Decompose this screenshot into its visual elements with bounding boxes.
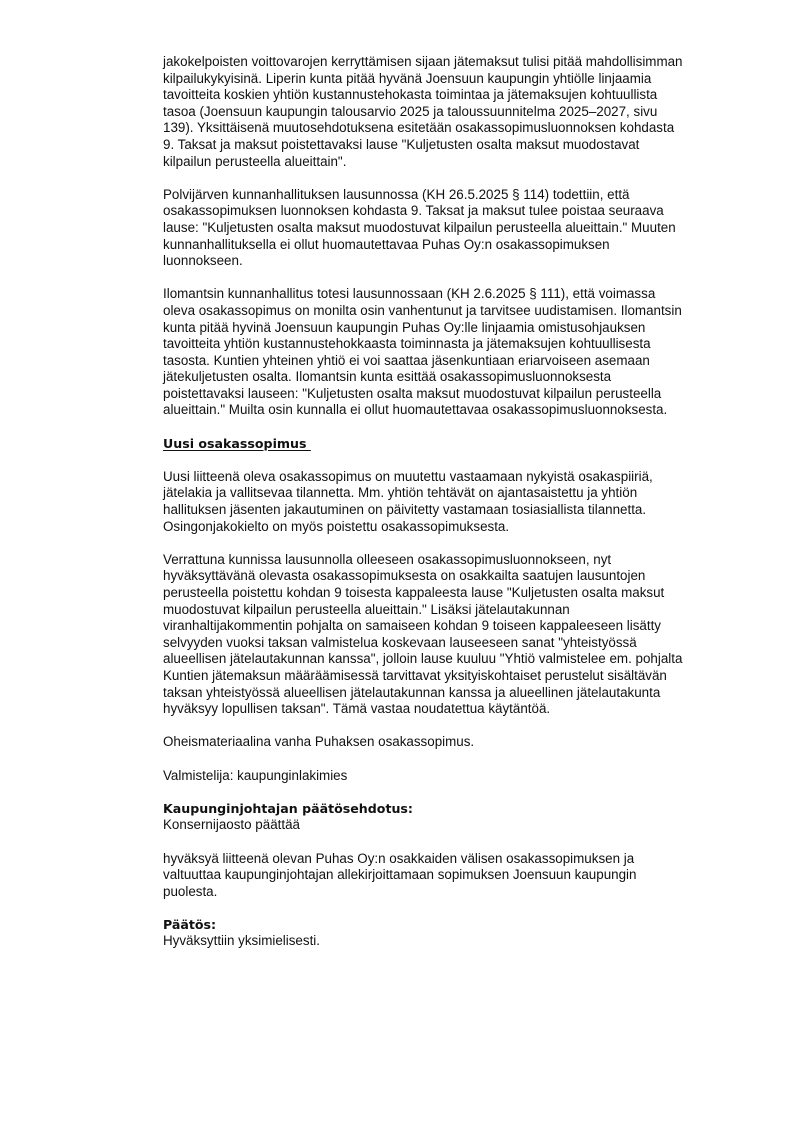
paragraph-gap bbox=[163, 270, 738, 287]
paragraph-liperi-statement: jakokelpoisten voittovarojen kerryttämisen sijaan jätemaksut tulisi pitää mahdollisimman kilpailukykyisinä. Liperin kunta pitää hyvänä Joensuun kaupungin yhtiölle linjaamia tavoitteita koskien yhtiön kustannustehokasta toimintaa ja jätemaksujen kohtuullista tasoa (Joensuun kaupungin talousarvio 2025 ja taloussuunnitelma 2025–2027, sivu 139). Yksittäisenä muutosehdotuksena esitetään osakassopimusluonnoksen kohdasta 9. Taksat ja maksut poistettavaksi lause "Kuljetusten osalta maksut muodostavat kilpailun perusteella alueittain". bbox=[163, 54, 683, 169]
paragraph-gap bbox=[163, 535, 738, 552]
paragraph-gap bbox=[163, 419, 738, 436]
paragraph-preparer: Valmistelija: kaupunginlakimies bbox=[163, 767, 348, 783]
paragraph-polvijarvi-statement: Polvijärven kunnanhallituksen lausunnossa (KH 26.5.2025 § 114) todettiin, että osakassopimuksen luonnoksen kohdasta 9. Taksat ja maksut tulee poistaa seuraava lause: "Kuljetusten osalta maksut muodostuvat kilpailun perusteella alueittain." Muuten kunnanhallituksella ei ollut huomautettavaa Puhas Oy:n osakassopimuksen luonnokseen. bbox=[163, 186, 676, 269]
paragraph-gap bbox=[163, 900, 738, 917]
paragraph-decision: Hyväksyttiin yksimielisesti. bbox=[163, 933, 320, 949]
paragraph-proposal-body: hyväksyä liitteenä olevan Puhas Oy:n osakkaiden välisen osakassopimuksen ja valtuuttaa kaupunginjohtajan allekirjoittamaan sopimuksen Joensuun kaupungin puolesta. bbox=[163, 850, 637, 899]
paragraph-gap bbox=[163, 834, 738, 851]
document-page bbox=[163, 54, 738, 950]
paragraph-comparison: Verrattuna kunnissa lausunnolla olleeseen osakassopimusluonnokseen, nyt hyväksyttävänä olevasta osakassopimuksesta on osakkailta saatujen lausuntojen perusteella poistettu kohdan 9 toisesta kappaleesta lause "Kuljetusten osalta maksut muodostuvat kilpailun perusteella alueittain." Lisäksi jätelautakunnan viranhaltijakommentin pohjalta on samaiseen kohdan 9 toiseen kappaleeseen lisätty selvyyden vuoksi taksan valmistelua koskevaan lauseeseen sanat "yhteistyössä alueellisen jätelautakunnan kanssa", jolloin lause kuuluu "Yhtiö valmistelee em. pohjalta Kuntien jätemaksun määräämisessä tarvittavat yksityiskohtaiset perustelut sisältävän taksan yhteistyössä alueellisen jätelautakunnan kanssa ja alueellinen jätelautakunta hyväksyy lopullisen taksan". Tämä vastaa noudatettua käytäntöä. bbox=[163, 551, 683, 717]
paragraph-supplementary-material: Oheismateriaalina vanha Puhaksen osakassopimus. bbox=[163, 734, 475, 750]
section-heading-new-agreement: Uusi osakassopimus bbox=[163, 435, 311, 451]
paragraph-proposal-intro: Konsernijaosto päättää bbox=[163, 817, 300, 833]
section-heading-proposal: Kaupunginjohtajan päätösehdotus: bbox=[163, 800, 413, 816]
paragraph-ilomantsi-statement: Ilomantsin kunnanhallitus totesi lausunnossaan (KH 2.6.2025 § 111), että voimassa oleva osakassopimus on monilta osin vanhentunut ja tarvitsee uudistamisen. Ilomantsin kunta pitää hyvinä Joensuun kaupungin Puhas Oy:lle linjaamia omistusohjauksen tavoitteita yhtiön kustannustehokkaasta toiminnasta ja jätemaksujen kohtuullisesta tasosta. Kuntien yhteinen yhtiö ei voi saattaa jäsenkuntiaan eriarvoiseen asemaan jätekuljetusten osalta. Ilomantsin kunta esittää osakassopimusluonnoksesta poistettavaksi lauseen: "Kuljetusten osalta maksut muodostuvat kilpailun perusteella alueittain." Muilta osin kunnalla ei ollut huomautettavaa osakassopimusluonnoksesta. bbox=[163, 286, 682, 418]
paragraph-gap bbox=[163, 784, 738, 801]
paragraph-new-agreement: Uusi liitteenä oleva osakassopimus on muutettu vastaamaan nykyistä osakaspiiriä, jätelakia ja vallitsevaa tilannetta. Mm. yhtiön tehtävät on ajantasaistettu ja yhtiön hallituksen jäsenten jakautuminen on päivitetty vastamaan tosiasiallista tilannetta. Osingonjakokielto on myös poistettu osakassopimuksesta. bbox=[163, 468, 653, 534]
section-heading-decision: Päätös: bbox=[163, 916, 217, 932]
paragraph-gap bbox=[163, 751, 738, 768]
paragraph-gap bbox=[163, 170, 738, 187]
paragraph-gap bbox=[163, 718, 738, 735]
paragraph-gap bbox=[163, 452, 738, 469]
